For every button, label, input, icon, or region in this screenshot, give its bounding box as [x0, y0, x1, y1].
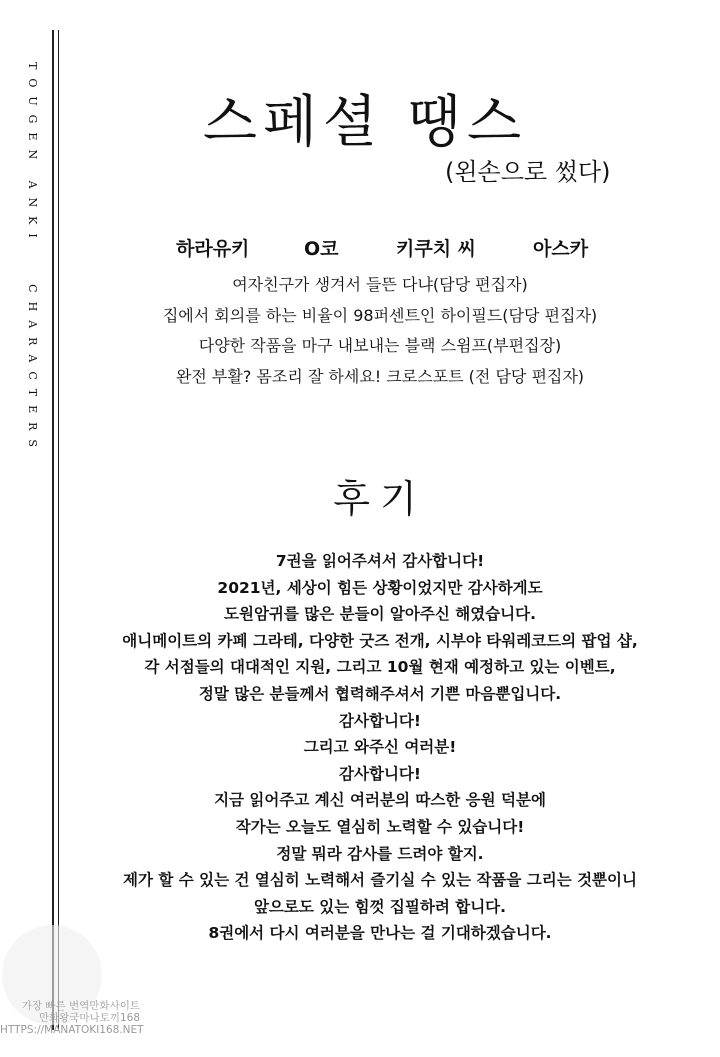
afterword-line: 도원암귀를 많은 분들이 알아주신 해였습니다.: [224, 605, 536, 624]
afterword-heading: 후기: [333, 477, 427, 521]
page-subtitle: (왼손으로 썼다): [445, 158, 611, 186]
page-title: 스페셜 땡스: [202, 90, 528, 155]
afterword-line: 그리고 와주신 여러분!: [303, 738, 457, 757]
name-item: 아스카: [533, 238, 589, 260]
watermark: [0, 1000, 144, 1036]
thanks-line: 여자친구가 생겨서 들뜬 다냐(담당 편집자): [232, 275, 528, 294]
name-item: 하라유키: [176, 238, 250, 260]
afterword-body: [40, 548, 720, 947]
afterword-line: 각 서점들의 대대적인 지원, 그리고 10월 현재 예정하고 있는 이벤트,: [144, 658, 616, 677]
afterword-line: 정말 뭐라 감사를 드려야 할지.: [276, 844, 484, 863]
afterword-line: 2021년, 세상이 힘든 상황이었지만 감사하게도: [217, 578, 543, 597]
afterword-line: 제가 할 수 있는 건 열심히 노력해서 즐기실 수 있는 작품을 그리는 것뿐이니: [123, 871, 637, 890]
afterword-line: 지금 읽어주고 계신 여러분의 따스한 응원 덕분에: [214, 791, 546, 810]
name-item: O코: [304, 238, 339, 260]
watermark-line: 가장 빠른 번역만화사이트: [21, 1000, 140, 1012]
watermark-line: HTTPS://MANATOKI168.NET: [0, 1024, 144, 1036]
afterword-line: 7권을 읽어주셔서 감사합니다!: [275, 552, 485, 570]
afterword-line: 감사합니다!: [339, 764, 421, 783]
afterword-line: 작가는 오늘도 열심히 노력할 수 있습니다!: [235, 817, 525, 836]
thanks-line: 다양한 작품을 마구 내보내는 블랙 스윔프(부편집장): [198, 336, 562, 355]
spine-label: TOUGEN ANKI CHARACTERS: [26, 62, 39, 456]
afterword-line: 애니메이트의 카페 그라테, 다양한 굿즈 전개, 시부야 타워레코드의 팝업 샵,: [122, 631, 638, 650]
name-item: 키쿠치 씨: [396, 238, 477, 260]
afterword-line: 8권에서 다시 여러분을 만나는 걸 기대하겠습니다.: [208, 924, 552, 943]
afterword-line: 정말 많은 분들께서 협력해주셔서 기쁜 마음뿐입니다.: [198, 684, 562, 703]
afterword-line: 감사합니다!: [339, 711, 421, 730]
afterword-line: 앞으로도 있는 힘껏 집필하려 합니다.: [253, 897, 507, 916]
thanks-line: 완전 부활? 몸조리 잘 하세요! 크로스포트 (전 담당 편집자): [175, 366, 585, 386]
watermark-line: 만화왕국마나토끼168: [38, 1012, 140, 1024]
thanks-list: [40, 270, 720, 392]
thanks-line: 집에서 회의를 하는 비율이 98퍼센트인 하이필드(담당 편집자): [162, 305, 598, 325]
